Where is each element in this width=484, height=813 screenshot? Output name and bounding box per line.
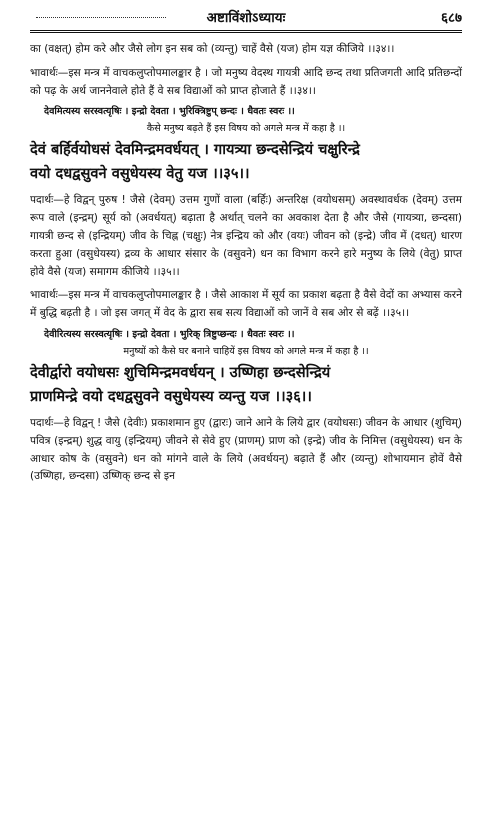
page-content (30, 41, 462, 486)
page-number: ६८७ (440, 10, 462, 26)
bhavartha-34: भावार्थः—इस मन्त्र में वाचकलुप्तोपमालङ्कार है । जो मनुष्य वेदस्थ गायत्री आदि छन्द तथा प्रतिजगती आदि प्रतिछन्दों को पढ़ के अर्थ जाननेवाले होते हैं वे सब विद्याओं को प्राप्त होजाते हैं ।।३४।। (30, 66, 462, 97)
mantra-35-line-2: वयो दधद्वसुवने वसुधेयस्य वेतु यज ।।३५।। (30, 165, 250, 183)
mantra-35-intro: कैसे मनुष्य बढ़ते हैं इस विषय को अगले मन्त्र में कहा है ।। (146, 123, 346, 135)
mantra-36-line-1: देवीर्द्वारो वयोधसः शुचिमिन्द्रमवर्धयन् । उष्णिहा छन्दसेन्द्रियं (30, 363, 331, 381)
mantra-35-metadata: देवमित्यस्य सरस्वत्यृषिः । इन्द्रो देवता । भुरिक्त्रिष्टुप् छन्दः । धैवतः स्वरः ।। (44, 106, 295, 118)
padartha-34-continuation: का (वक्षत्) होम करे और जैसे लोग इन सब को (व्यन्तु) चाहें वैसे (यज) होम यज्ञ कीजिये ।।३४।। (30, 43, 395, 55)
mantra-35-line-1: देवं बर्हिर्वयोधसं देवमिन्द्रमवर्धयत् । गायत्र्या छन्दसेन्द्रियं चक्षुरिन्द्रे (30, 141, 360, 159)
mantra-36-intro: मनुष्यों को कैसे घर बनाने चाहियें इस विषय को अगले मन्त्र में कहा है ।। (123, 345, 369, 357)
padartha-36: पदार्थः—हे विद्वन् ! जैसे (देवीः) प्रकाशमान हुए (द्वारः) जाने आने के लिये द्वार (वयोधसः) जीवन के आधार (शुचिम्) पवित्र (इन्द्रम्) शुद्ध वायु (इन्द्रियम्) जीवने से सेवे हुए (प्राणम्) प्राण को (इन्द्रे) जीव के निमित्त (वसुधेयस्य) धन के आधार कोष के (वसुवने) धन को मांगने वाले के लिये (अवर्धयन्) बढ़ाते हैं और (व्यन्तु) शोभायमान होवें वैसे (उष्णिहा, छन्दसा) उष्णिक् छन्द से इन (30, 416, 462, 483)
padartha-35: पदार्थः—हे विद्वन् पुरुष ! जैसे (देवम्) उत्तम गुणों वाला (बर्हिः) अन्तरिक्ष (वयोधसम्) अवस्थावर्धक (देवम्) उत्तम रूप वाले (इन्द्रम्) सूर्य को (अवर्धयत्) बढ़ाता है अर्थात् चलने का अवकाश देता है और जैसे (गायत्र्या, छन्दसा) गायत्री छन्द से (इन्द्रियम्) जीव के चिह्न (चक्षुः) नेत्र इन्द्रिय को और (वयः) जीवन को (इन्द्रे) जीव में (दधत्) धारण करता हुआ (वसुधेयस्य) द्रव्य के आधार संसार के (वसुवने) धन का विभाग करने हारे मनुष्य के लिये (वेतु) प्राप्त होवे वैसे (यज) समागम कीजिये ।।३५।। (30, 194, 462, 278)
bhavartha-35: भावार्थः—इस मन्त्र में वाचकलुप्तोपमालङ्कार है । जैसे आकाश में सूर्य का प्रकाश बढ़ता है वैसे वेदों का अभ्यास करने में बुद्धि बढ़ती है । जो इस जगत् में वेद के द्वारा सब सत्य विद्याओं को जानें वे सब ओर से बढ़ें ।।३५।। (30, 289, 462, 320)
running-title: अष्टाविंशोऽध्यायः (206, 10, 286, 26)
mantra-36-metadata: देवीरित्यस्य सरस्वत्यृषिः । इन्द्रो देवता । भुरिक् त्रिष्टुप्छन्दः । धैवतः स्वरः ।। (44, 328, 295, 340)
mantra-36-line-2: प्राणमिन्द्रे वयो दधद्वसुवने वसुधेयस्य व्यन्तु यज ।।३६।। (30, 387, 312, 405)
page-header (30, 6, 462, 33)
